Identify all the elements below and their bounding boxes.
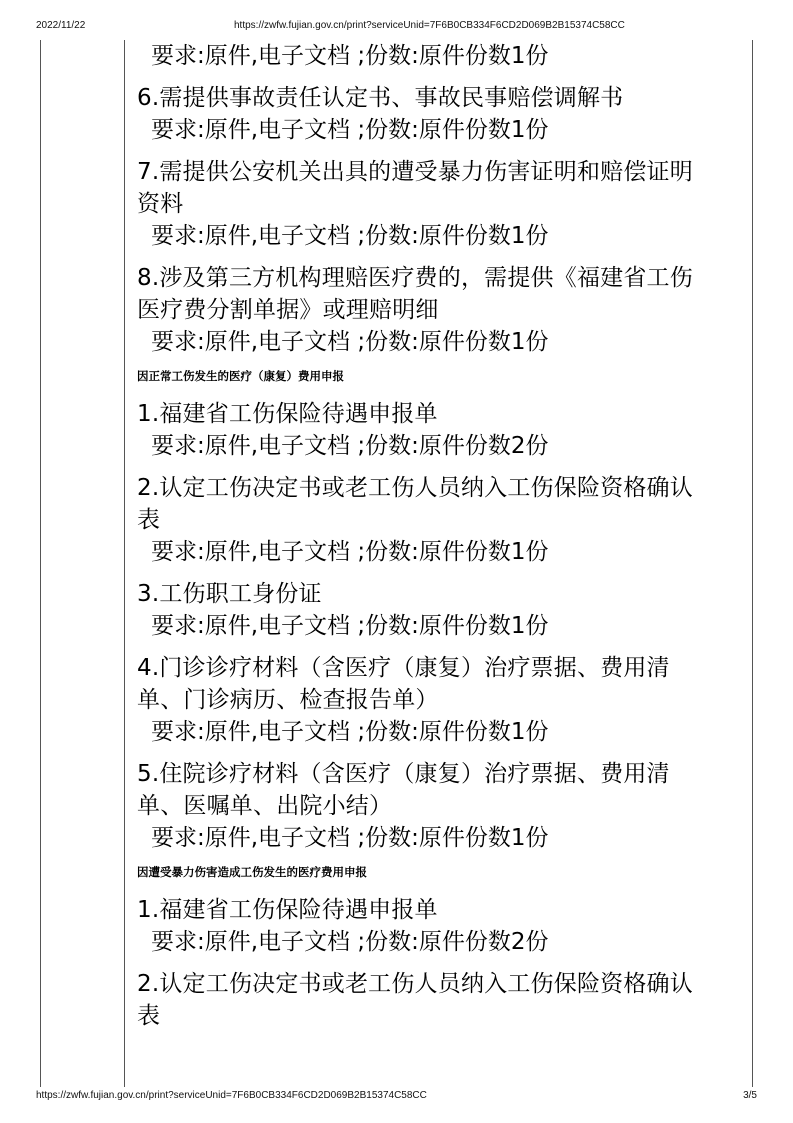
list-item [137, 968, 742, 1032]
material-title: 6.需提供事故责任认定书、事故民事赔偿调解书 [137, 85, 624, 111]
print-footer-url: https://zwfw.fujian.gov.cn/print?serviceUnid=7F6B0CB334F6CD2D069B2B15374C58CC [36, 1090, 427, 1101]
print-header-url: https://zwfw.fujian.gov.cn/print?serviceUnid=7F6B0CB334F6CD2D069B2B15374C58CC [234, 20, 625, 31]
section-heading: 因遭受暴力伤害造成工伤发生的医疗费用申报 [137, 865, 367, 879]
material-title-line2: 单、门诊病历、检查报告单） [137, 687, 439, 713]
list-item [137, 652, 742, 748]
list-item [137, 262, 742, 358]
requirement-text: 要求:原件,电子文档 ;份数:原件份数1份 [151, 613, 549, 639]
material-title-line2: 单、医嘱单、出院小结） [137, 793, 393, 819]
material-title-line1: 2.认定工伤决定书或老工伤人员纳入工伤保险资格确认 [137, 475, 693, 501]
list-item [137, 398, 742, 462]
table-column-divider [124, 40, 125, 1087]
material-title: 1.福建省工伤保险待遇申报单 [137, 897, 438, 923]
list-item [137, 156, 742, 252]
requirement-text: 要求:原件,电子文档 ;份数:原件份数1份 [151, 117, 549, 143]
requirement-text: 要求:原件,电子文档 ;份数:原件份数1份 [151, 329, 549, 355]
page-number: 3/5 [743, 1090, 757, 1101]
requirement-text: 要求:原件,电子文档 ;份数:原件份数1份 [151, 539, 549, 565]
material-title: 1.福建省工伤保险待遇申报单 [137, 401, 438, 427]
material-title-line2: 资料 [137, 191, 184, 217]
material-title-line1: 4.门诊诊疗材料（含医疗（康复）治疗票据、费用清 [137, 655, 670, 681]
material-title-line1: 2.认定工伤决定书或老工伤人员纳入工伤保险资格确认 [137, 971, 693, 997]
requirement-text: 要求:原件,电子文档 ;份数:原件份数1份 [151, 43, 549, 69]
materials-list [137, 40, 742, 1032]
list-item [137, 894, 742, 958]
material-title-line1: 8.涉及第三方机构理赔医疗费的，需提供《福建省工伤 [137, 265, 693, 291]
table-border-left [40, 40, 41, 1087]
list-item [137, 578, 742, 642]
list-item [137, 472, 742, 568]
list-item [137, 82, 742, 146]
material-title: 3.工伤职工身份证 [137, 581, 322, 607]
requirement-text: 要求:原件,电子文档 ;份数:原件份数2份 [151, 929, 549, 955]
section-heading: 因正常工伤发生的医疗（康复）费用申报 [137, 369, 344, 383]
material-title-line2: 表 [137, 1003, 161, 1029]
requirement-text: 要求:原件,电子文档 ;份数:原件份数1份 [151, 719, 549, 745]
list-item [137, 758, 742, 854]
requirement-text: 要求:原件,电子文档 ;份数:原件份数1份 [151, 223, 549, 249]
material-title-line1: 7.需提供公安机关出具的遭受暴力伤害证明和赔偿证明 [137, 159, 693, 185]
material-title-line2: 表 [137, 507, 161, 533]
requirement-text: 要求:原件,电子文档 ;份数:原件份数2份 [151, 433, 549, 459]
material-title-line1: 5.住院诊疗材料（含医疗（康复）治疗票据、费用清 [137, 761, 670, 787]
requirement-text: 要求:原件,电子文档 ;份数:原件份数1份 [151, 825, 549, 851]
material-title-line2: 医疗费分割单据》或理赔明细 [137, 297, 439, 323]
table-border-right [752, 40, 753, 1087]
print-date: 2022/11/22 [36, 20, 86, 31]
